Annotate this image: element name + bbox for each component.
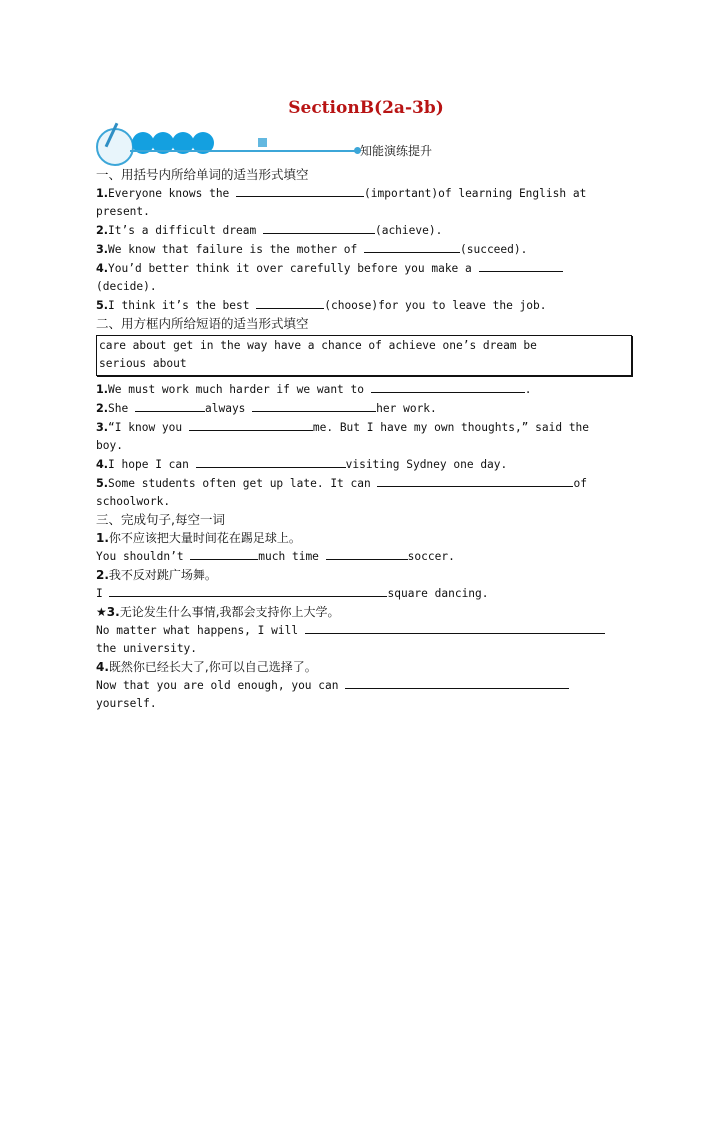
s3-item-4: Now that you are old enough, you can [96,676,636,695]
section-banner [96,126,636,166]
phrase-box [96,335,632,376]
answer-blank[interactable] [256,296,324,309]
section2-heading: 二、用方框内所给短语的适当形式填空 [96,316,309,331]
answer-blank[interactable] [196,455,346,468]
s1-item-4: 4.You’d better think it over carefully before you make a [96,259,636,278]
banner-tag: 知能演练提升 [360,144,433,158]
answer-blank[interactable] [326,547,408,560]
s3-item-3-cont: the university. [96,642,198,655]
answer-blank[interactable] [479,259,563,272]
s3-item-1: You shouldn’t much time soccer. [96,547,636,566]
s2-item-5-cont: schoolwork. [96,495,171,508]
section3-heading: 三、完成句子,每空一词 [96,512,225,527]
s2-item-3-cont: boy. [96,439,123,452]
s1-item-1: 1.Everyone knows the (important)of learning English at [96,184,636,203]
s2-item-5: 5.Some students often get up late. It can of [96,474,636,493]
phrase-box-line-2: serious about [99,357,187,370]
s2-item-1: 1.We must work much harder if we want to . [96,380,636,399]
s3-item-4-cont: yourself. [96,697,157,710]
s1-item-2: 2.It’s a difficult dream (achieve). [96,221,636,240]
phrase-box-line-1: care about get in the way have a chance of achieve one’s dream be [99,339,537,352]
answer-blank[interactable] [263,221,375,234]
s2-item-2: 2.She always her work. [96,399,636,418]
s1-item-3: 3.We know that failure is the mother of (succeed). [96,240,636,259]
answer-blank[interactable] [189,418,313,431]
s3-item-3: No matter what happens, I will [96,621,636,640]
square-icon [258,138,267,147]
pen-badge-icon [96,128,134,166]
star-icon: ★ [96,605,107,619]
s3-item-3-cn: ★3.无论发生什么事情,我都会支持你上大学。 [96,605,340,619]
answer-blank[interactable] [345,676,569,689]
s3-item-2-cn: 2.我不反对跳广场舞。 [96,568,217,582]
s1-item-1-cont: present. [96,205,150,218]
answer-blank[interactable] [109,584,387,597]
s3-item-4-cn: 4.既然你已经长大了,你可以自己选择了。 [96,660,317,674]
s3-item-1-cn: 1.你不应该把大量时间花在踢足球上。 [96,531,301,545]
s2-item-4: 4.I hope I can visiting Sydney one day. [96,455,636,474]
answer-blank[interactable] [377,474,573,487]
answer-blank[interactable] [371,380,525,393]
answer-blank[interactable] [190,547,258,560]
answer-blank[interactable] [252,399,376,412]
banner-line [130,150,358,152]
answer-blank[interactable] [135,399,205,412]
page-title: SectionB(2a-3b) [288,98,444,118]
s1-item-5: 5.I think it’s the best (choose)for you to leave the job. [96,296,636,315]
worksheet-page [96,96,636,713]
section1-heading: 一、用括号内所给单词的适当形式填空 [96,167,309,182]
answer-blank[interactable] [364,240,460,253]
s3-item-2: I square dancing. [96,584,636,603]
answer-blank[interactable] [236,184,364,197]
s1-item-4-cont: (decide). [96,280,157,293]
answer-blank[interactable] [305,621,605,634]
s2-item-3: 3.“I know you me. But I have my own thoughts,” said the [96,418,636,437]
